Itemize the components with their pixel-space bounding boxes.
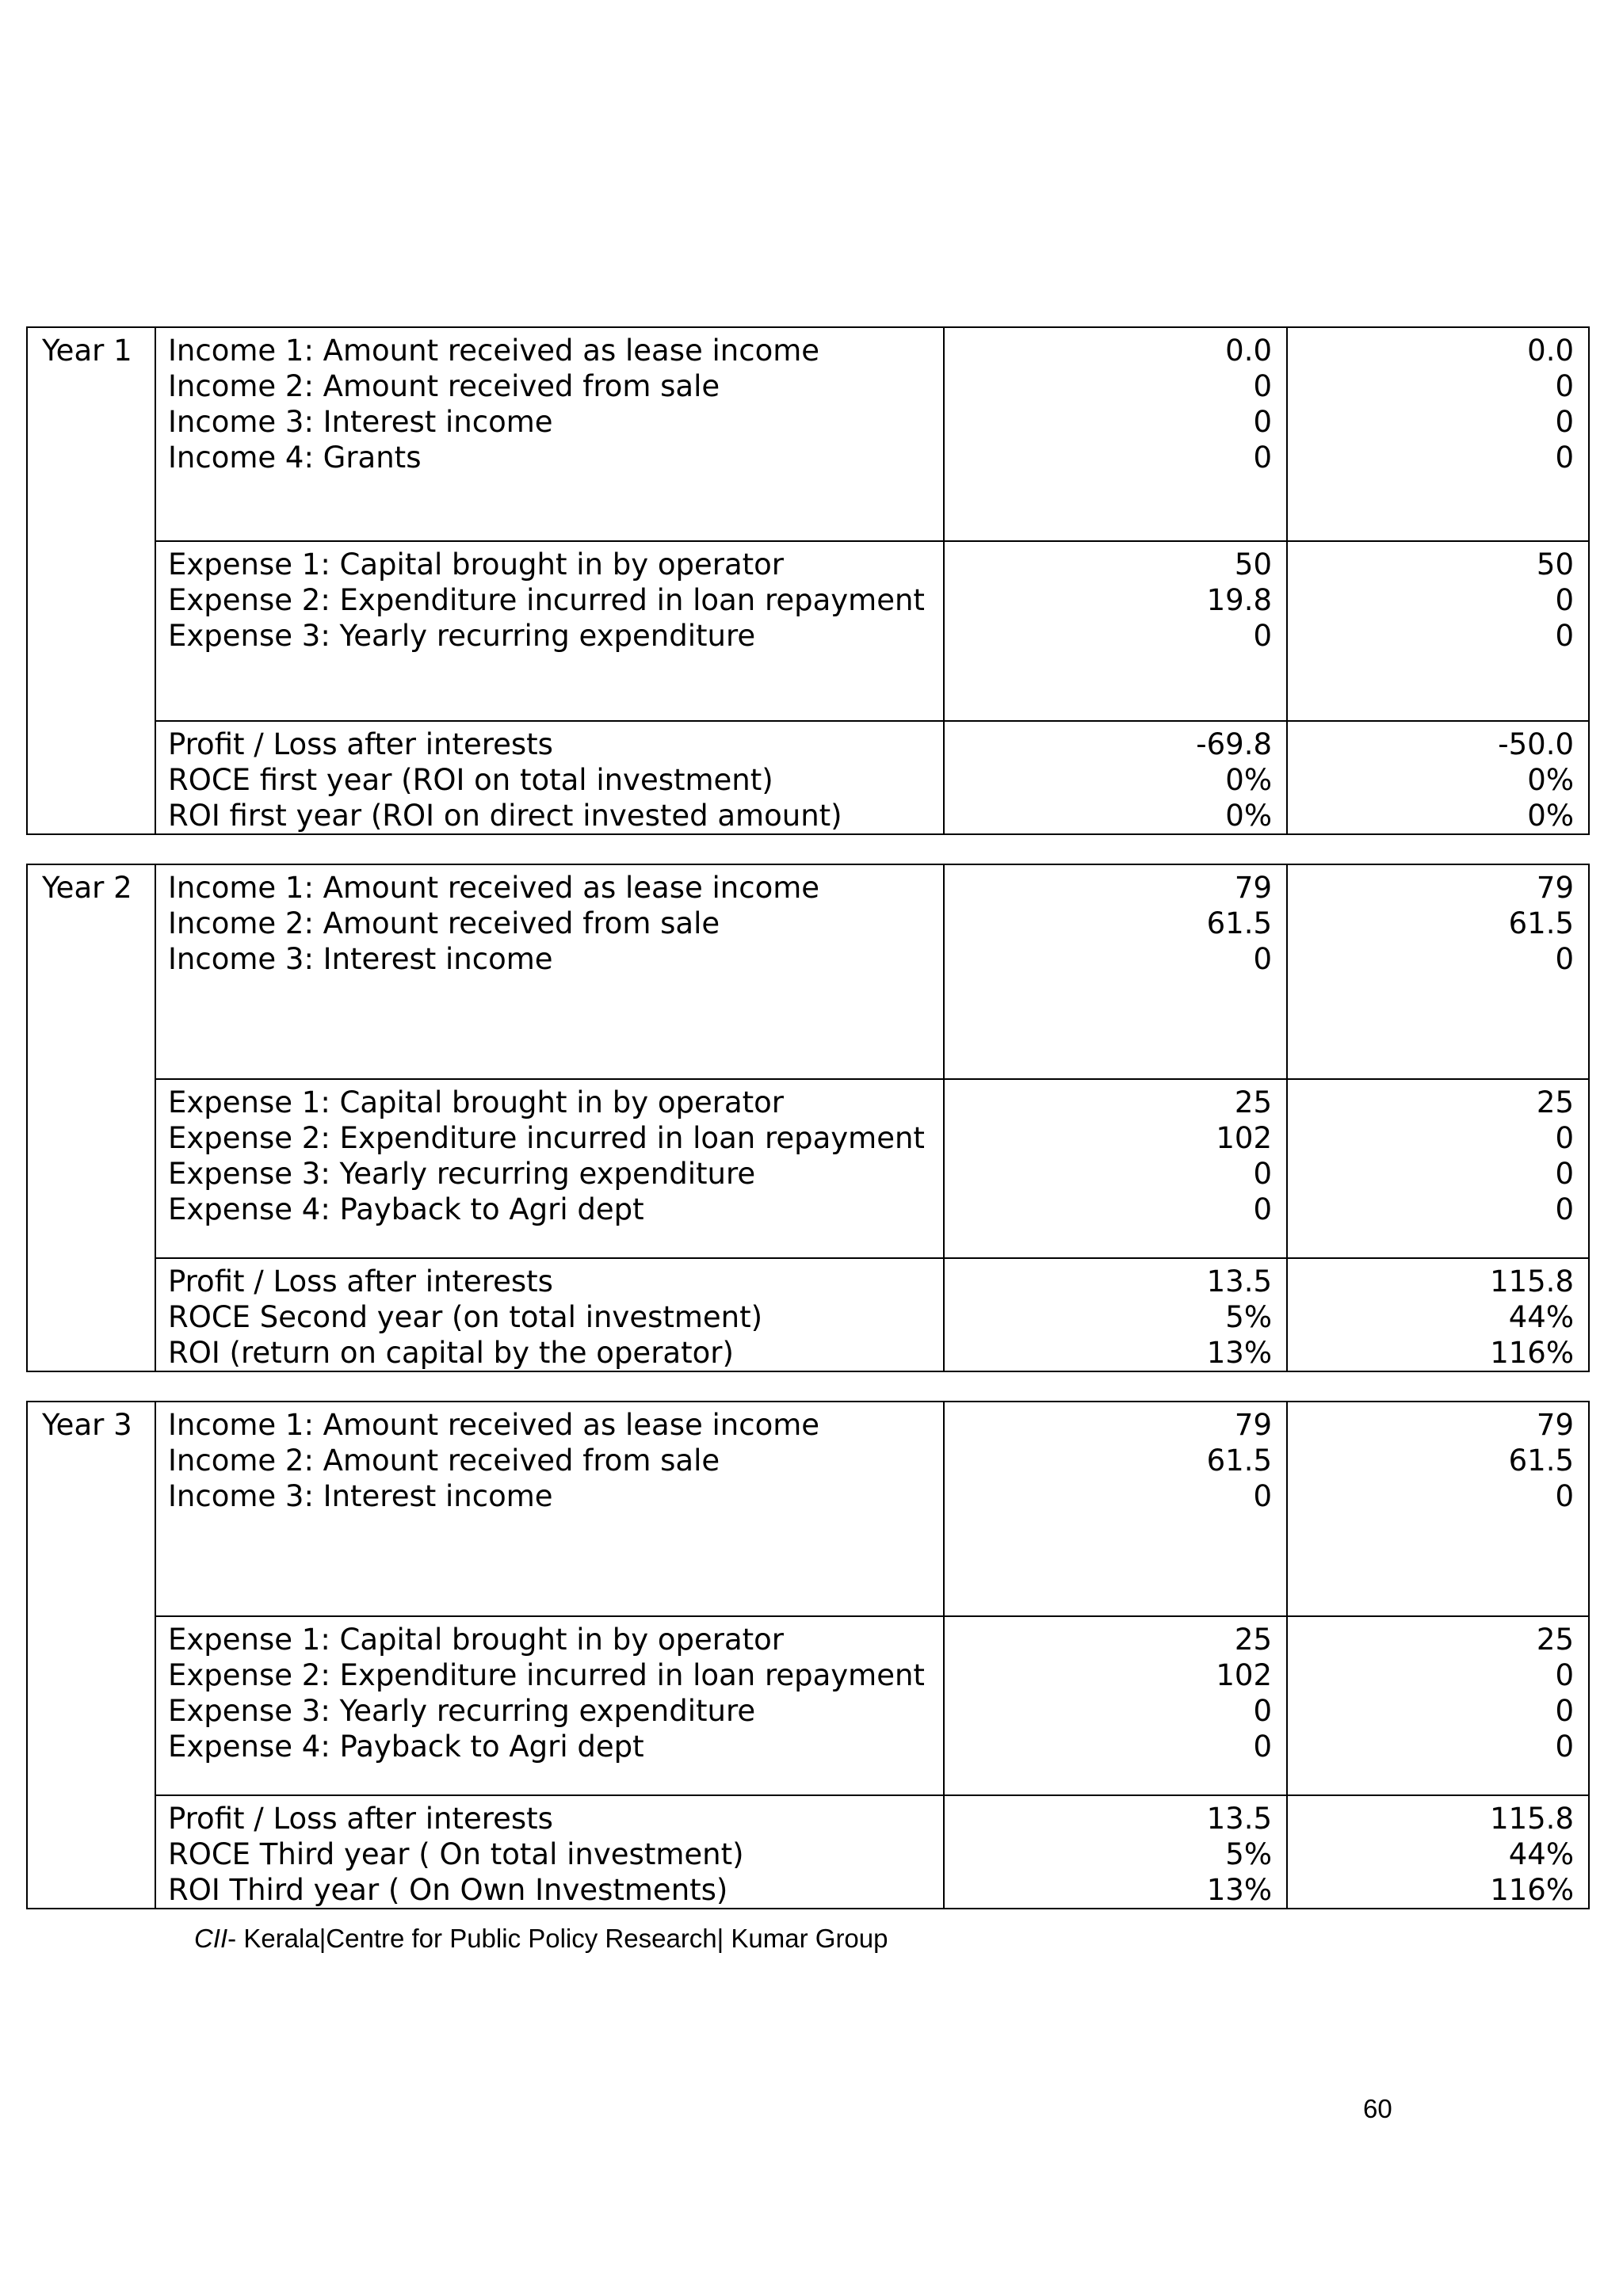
cell-value: 0 — [1555, 1157, 1574, 1191]
row-label: Expense 2: Expenditure incurred in loan repayment — [168, 1121, 925, 1155]
row-label: Income 3: Interest income — [168, 1479, 553, 1513]
cell-value: 0 — [1253, 405, 1272, 439]
row-label: Income 1: Amount received as lease income — [168, 1408, 820, 1442]
cell-value: -50.0 — [1498, 727, 1574, 761]
expense-labels — [155, 541, 944, 721]
row-label: Income 3: Interest income — [168, 942, 553, 976]
row-label: Expense 1: Capital brought in by operator — [168, 1623, 784, 1657]
cell-value: 0 — [1253, 619, 1272, 653]
expense-block — [27, 541, 1589, 721]
cell-value: 0 — [1253, 1192, 1272, 1226]
row-label: Expense 1: Capital brought in by operator — [168, 547, 784, 582]
income-block — [27, 327, 1589, 541]
cell-value: 50 — [1536, 547, 1574, 582]
row-label: ROCE first year (ROI on total investment) — [168, 763, 773, 797]
row-label: Profit / Loss after interests — [168, 1802, 553, 1836]
cell-value: 79 — [1536, 871, 1574, 905]
summary-col1-values — [944, 1258, 1287, 1371]
expense-block — [27, 1616, 1589, 1795]
income-col1-values — [944, 327, 1287, 541]
year-label: Year 3 — [27, 1402, 155, 1909]
income-col2-values — [1287, 1402, 1589, 1616]
year-label: Year 1 — [27, 327, 155, 834]
row-label: Income 2: Amount received from sale — [168, 369, 720, 403]
expense-labels — [155, 1616, 944, 1795]
cell-value: 0 — [1253, 1479, 1272, 1513]
summary-col2-values — [1287, 1258, 1589, 1371]
cell-value: 25 — [1536, 1623, 1574, 1657]
income-labels — [155, 864, 944, 1079]
expense-col2-values — [1287, 1079, 1589, 1258]
cell-value: 102 — [1216, 1658, 1272, 1692]
cell-value: 0 — [1555, 583, 1574, 617]
cell-value: 0.0 — [1225, 334, 1272, 368]
income-col1-values — [944, 864, 1287, 1079]
cell-value: 0 — [1555, 1658, 1574, 1692]
cell-value: 50 — [1234, 547, 1272, 582]
row-label: Income 1: Amount received as lease income — [168, 334, 820, 368]
year-1-table — [26, 326, 1590, 835]
cell-value: 61.5 — [1206, 906, 1272, 940]
year-label: Year 2 — [27, 864, 155, 1371]
page-footer — [194, 1924, 888, 1954]
cell-value: 0 — [1253, 942, 1272, 976]
cell-value: 102 — [1216, 1121, 1272, 1155]
expense-col1-values — [944, 1079, 1287, 1258]
page-number: 60 — [1363, 2094, 1392, 2123]
cell-value: 5% — [1225, 1300, 1272, 1334]
cell-value: 13.5 — [1206, 1802, 1272, 1836]
cell-value: 0 — [1555, 1694, 1574, 1728]
cell-value: 0 — [1253, 1730, 1272, 1764]
row-label: Expense 3: Yearly recurring expenditure — [168, 1157, 756, 1191]
cell-value: 0 — [1555, 441, 1574, 475]
cell-value: 79 — [1536, 1408, 1574, 1442]
summary-col2-values — [1287, 1795, 1589, 1909]
row-label: ROI Third year ( On Own Investments) — [168, 1873, 728, 1907]
income-col1-values — [944, 1402, 1287, 1616]
row-label: Expense 4: Payback to Agri dept — [168, 1730, 644, 1764]
row-label: Income 2: Amount received from sale — [168, 906, 720, 940]
row-label: Profit / Loss after interests — [168, 727, 553, 761]
cell-value: 0% — [1527, 799, 1574, 833]
income-labels — [155, 1402, 944, 1616]
summary-block — [27, 1795, 1589, 1909]
expense-block — [27, 1079, 1589, 1258]
cell-value: 5% — [1225, 1837, 1272, 1871]
row-label: Expense 2: Expenditure incurred in loan repayment — [168, 1658, 925, 1692]
income-col2-values — [1287, 864, 1589, 1079]
row-label: Expense 1: Capital brought in by operator — [168, 1085, 784, 1119]
cell-value: 0% — [1527, 763, 1574, 797]
cell-value: 61.5 — [1508, 1444, 1574, 1478]
cell-value: 116% — [1490, 1336, 1574, 1370]
expense-col2-values — [1287, 541, 1589, 721]
cell-value: -69.8 — [1196, 727, 1272, 761]
cell-value: 25 — [1234, 1085, 1272, 1119]
footer-text: - Kerala|Centre for Public Policy Research| Kumar Group — [227, 1924, 888, 1953]
cell-value: 0 — [1253, 1157, 1272, 1191]
summary-labels — [155, 1795, 944, 1909]
row-label: Expense 2: Expenditure incurred in loan repayment — [168, 583, 925, 617]
summary-col2-values — [1287, 721, 1589, 834]
cell-value: 19.8 — [1206, 583, 1272, 617]
row-label: Profit / Loss after interests — [168, 1264, 553, 1299]
cell-value: 44% — [1508, 1837, 1574, 1871]
row-label: ROCE Third year ( On total investment) — [168, 1837, 744, 1871]
cell-value: 0 — [1555, 1479, 1574, 1513]
row-label: Income 2: Amount received from sale — [168, 1444, 720, 1478]
cell-value: 79 — [1234, 871, 1272, 905]
cell-value: 0 — [1253, 441, 1272, 475]
cell-value: 0 — [1555, 619, 1574, 653]
cell-value: 13% — [1206, 1336, 1272, 1370]
cell-value: 25 — [1234, 1623, 1272, 1657]
row-label: ROI (return on capital by the operator) — [168, 1336, 734, 1370]
expense-col1-values — [944, 541, 1287, 721]
row-label: Expense 3: Yearly recurring expenditure — [168, 1694, 756, 1728]
cell-value: 13.5 — [1206, 1264, 1272, 1299]
summary-col1-values — [944, 1795, 1287, 1909]
cell-value: 0 — [1253, 369, 1272, 403]
cell-value: 0 — [1555, 369, 1574, 403]
cell-value: 25 — [1536, 1085, 1574, 1119]
cell-value: 115.8 — [1490, 1802, 1574, 1836]
row-label: Income 3: Interest income — [168, 405, 553, 439]
row-label: ROI first year (ROI on direct invested amount) — [168, 799, 842, 833]
cell-value: 115.8 — [1490, 1264, 1574, 1299]
row-label: Income 4: Grants — [168, 441, 422, 475]
cell-value: 0 — [1555, 942, 1574, 976]
summary-block — [27, 1258, 1589, 1371]
expense-col1-values — [944, 1616, 1287, 1795]
income-block — [27, 864, 1589, 1079]
summary-block — [27, 721, 1589, 834]
summary-labels — [155, 721, 944, 834]
summary-col1-values — [944, 721, 1287, 834]
cell-value: 116% — [1490, 1873, 1574, 1907]
cell-value: 0 — [1555, 405, 1574, 439]
expense-labels — [155, 1079, 944, 1258]
cell-value: 0 — [1555, 1730, 1574, 1764]
row-label: Expense 4: Payback to Agri dept — [168, 1192, 644, 1226]
row-label: Expense 3: Yearly recurring expenditure — [168, 619, 756, 653]
cell-value: 0.0 — [1527, 334, 1574, 368]
cell-value: 44% — [1508, 1300, 1574, 1334]
row-label: ROCE Second year (on total investment) — [168, 1300, 763, 1334]
income-block — [27, 1402, 1589, 1616]
cell-value: 61.5 — [1508, 906, 1574, 940]
cell-value: 13% — [1206, 1873, 1272, 1907]
cell-value: 0% — [1225, 763, 1272, 797]
cell-value: 0 — [1253, 1694, 1272, 1728]
income-labels — [155, 327, 944, 541]
income-col2-values — [1287, 327, 1589, 541]
cell-value: 0 — [1555, 1121, 1574, 1155]
row-label: Income 1: Amount received as lease income — [168, 871, 820, 905]
cell-value: 0% — [1225, 799, 1272, 833]
cell-value: 79 — [1234, 1408, 1272, 1442]
year-2-table — [26, 864, 1590, 1372]
summary-labels — [155, 1258, 944, 1371]
expense-col2-values — [1287, 1616, 1589, 1795]
cell-value: 61.5 — [1206, 1444, 1272, 1478]
cell-value: 0 — [1555, 1192, 1574, 1226]
year-3-table — [26, 1401, 1590, 1909]
footer-italic: CII — [194, 1924, 228, 1953]
